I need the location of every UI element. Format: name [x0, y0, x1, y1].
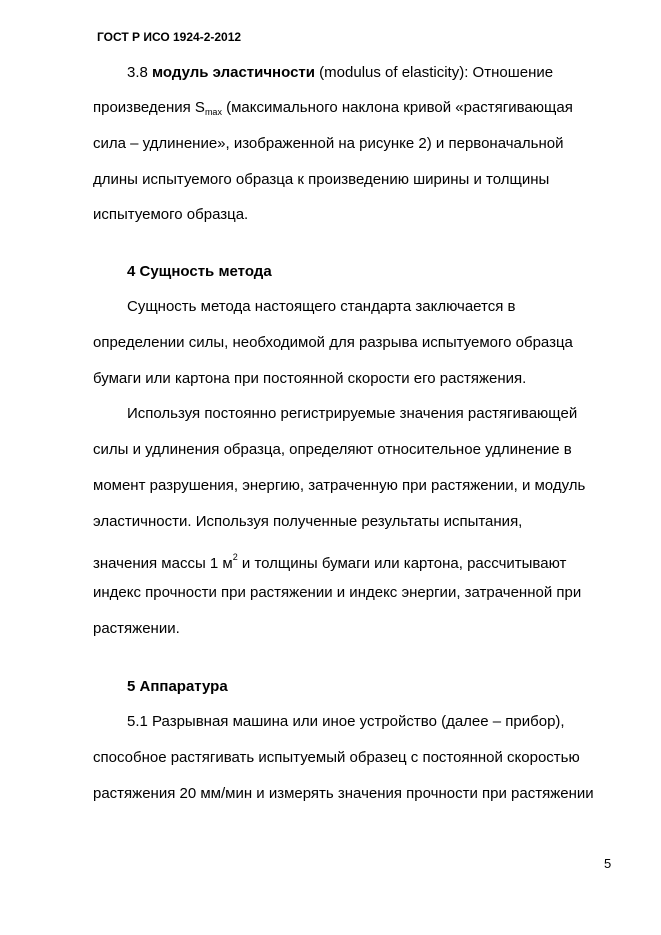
section-4-p2-line: индекс прочности при растяжении и индекс энергии, затраченной при — [93, 584, 582, 601]
section-4-p2-line: Используя постоянно регистрируемые значения растягивающей — [127, 405, 578, 422]
section-4-p2-line: растяжении. — [93, 620, 180, 637]
term: модуль эластичности — [152, 64, 315, 81]
section-4-p2-line: эластичности. Используя полученные результаты испытания, — [93, 513, 523, 530]
section-4-p2-mass-line — [93, 548, 613, 573]
subscript: max — [204, 107, 222, 117]
section-4-p2-line: момент разрушения, энергию, затраченную при растяжении, и модуль — [93, 477, 586, 494]
section-4-p1-line: определении силы, необходимой для разрыва испытуемого образца — [93, 334, 573, 351]
document-header: ГОСТ Р ИСО 1924-2-2012 — [97, 30, 242, 44]
section-4-p2-line: силы и удлинения образца, определяют относительное удлинение в — [93, 441, 572, 458]
section-4-heading: 4 Сущность метода — [127, 263, 272, 280]
section-4-p1-line: Сущность метода настоящего стандарта заключается в — [127, 298, 516, 315]
page-number: 5 — [604, 856, 612, 871]
section-5-heading: 5 Аппаратура — [127, 678, 228, 695]
section-3-8-line-1 — [127, 64, 647, 82]
text-fragment: произведения S — [93, 99, 205, 116]
section-3-8-line-4: длины испытуемого образца к произведению ширины и толщины — [93, 171, 550, 188]
section-5-line: растяжения 20 мм/мин и измерять значения прочности при растяжении — [93, 785, 594, 802]
text-fragment: (максимального наклона кривой «растягивающая — [221, 99, 573, 116]
section-4-p1-line: бумаги или картона при постоянной скорости его растяжения. — [93, 370, 527, 387]
definition-start: (modulus of elasticity): Отношение — [319, 64, 554, 81]
section-3-8-line-5: испытуемого образца. — [93, 206, 249, 223]
section-3-8-line-2 — [93, 99, 613, 121]
section-3-8-line-3: сила – удлинение», изображенной на рисунке 2) и первоначальной — [93, 135, 564, 152]
text-fragment: значения массы 1 м — [93, 555, 233, 572]
text-fragment: и толщины бумаги или картона, рассчитывают — [237, 555, 567, 572]
superscript: 2 — [232, 552, 238, 562]
section-5-line: 5.1 Разрывная машина или иное устройство (далее – прибор), — [127, 713, 565, 730]
section-number: 3.8 — [127, 64, 148, 81]
section-5-line: способное растягивать испытуемый образец с постоянной скоростью — [93, 749, 580, 766]
